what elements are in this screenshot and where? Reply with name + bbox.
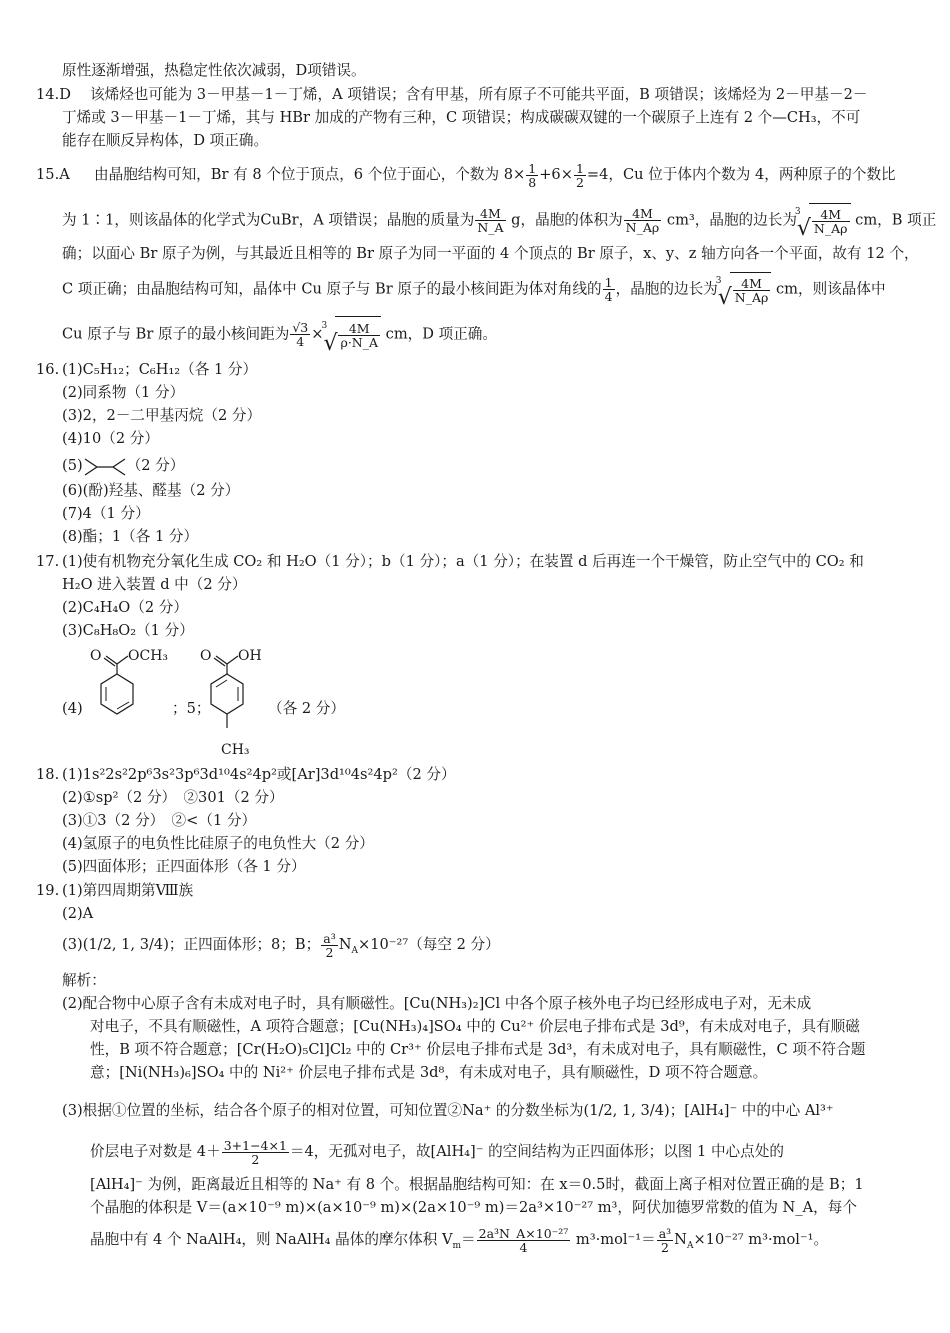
formula-line [62, 272, 886, 310]
atom-label: O [200, 648, 212, 664]
text-segment: (4) [62, 700, 83, 717]
formula-line [62, 456, 184, 476]
text-segment: cm³，晶胞的边长为 [666, 211, 797, 229]
text-line: [AlH₄]⁻ 为例，距离最近且相等的 Na⁺ 有 8 个。根据晶胞结构可知：在 x＝0.5时，截面上离子相对位置正确的是 B；1 [90, 1176, 864, 1193]
fraction: $\frac{1}{8}$ [528, 160, 537, 190]
text-line: 意；[Ni(NH₃)₆]SO₄ 中的 Ni²⁺ 价层电子排布式是 3d⁸，有未成对电子，具有顺磁性，D 项不符合题意。 [90, 1064, 768, 1081]
text-line: (4)10（2 分） [62, 430, 159, 447]
fraction: $\frac{\text{a³}}{2}$ [658, 1225, 672, 1255]
text-line: 个晶胞的体积是 V＝(a×10⁻⁹ m)×(a×10⁻⁹ m)×(2a×10⁻⁹ m)＝2a³×10⁻²⁷ m³，阿伏加德罗常数的值为 N_A，每个 [90, 1199, 857, 1216]
text-segment: × [311, 325, 324, 343]
text-segment: ×10⁻²⁷（每空 2 分） [358, 936, 500, 953]
formula-line [94, 160, 896, 190]
fraction: $\frac{4M}{N\_A}$ [477, 206, 504, 235]
question-16-number: 16. [36, 361, 60, 378]
cube-root: 3 √ $\frac{4M}{N\_A\rho}$ [797, 203, 851, 238]
question-14-number: 14.D [36, 86, 71, 103]
text-segment: cm，B 项正 [855, 211, 937, 229]
atom-label: OCH₃ [128, 648, 169, 664]
formula-line [90, 1135, 784, 1169]
text-segment: ，晶胞的边长为 [615, 280, 718, 298]
fraction: $\frac{\text{a³}}{2}$ [323, 930, 336, 960]
skeletal-structure-icon [83, 456, 127, 476]
text-segment: m³·mol⁻¹＝ [575, 1231, 656, 1248]
text-line: 丁烯或 3－甲基－1－丁烯，其与 HBr 加成的产物有三种，C 项错误；构成碳碳双键的一个碳原子上连有 2 个—CH₃，不可 [62, 109, 861, 126]
fractional-coordinate: (1/2, 1, 3/4) [82, 936, 169, 953]
text-line: (2)配合物中心原子含有未成对电子时，具有顺磁性。[Cu(NH₃)₂]Cl 中各个原子核外电子均已经形成电子对，无未成 [62, 995, 812, 1012]
fraction: $\frac{1}{4}$ [604, 275, 613, 304]
text-line: (2)A [62, 905, 94, 922]
text-line: (6)(酚)羟基、醛基（2 分） [62, 482, 240, 499]
text-segment: (3)根据①位置的坐标，结合各个原子的相对位置，可知位置②Na⁺ 的分数坐标为 [62, 1102, 584, 1119]
text-line: 确；以面心 Br 原子为例，与其最近且相等的 Br 原子为同一平面的 4 个顶点的 Br 原子，x、y、z 轴方向各一个平面，故有 12 个， [62, 245, 919, 262]
text-line: H₂O 进入装置 d 中（2 分） [62, 576, 247, 593]
text-segment: (5) [62, 457, 83, 474]
text-segment: Cu 原子与 Br 原子的最小核间距为 [62, 325, 290, 343]
text-line: (5)四面体形；正四面体形（各 1 分） [62, 858, 306, 875]
cube-root: 3 √ $\frac{4M}{\rho\cdot N\_A}$ [323, 316, 381, 353]
atom-label: OH [238, 648, 262, 664]
text-line: (1)C₅H₁₂；C₆H₁₂（各 1 分） [62, 361, 258, 378]
text-line: (1)使有机物充分氧化生成 CO₂ 和 H₂O（1 分）；b（1 分）；a（1 分）；在装置 d 后再连一个干燥管，防止空气中的 CO₂ 和 [62, 553, 864, 570]
text-segment: ；正四面体形；8；B； [168, 936, 321, 953]
text-line: 该烯烃也可能为 3－甲基－1－丁烯，A 项错误；含有甲基，所有原子不可能共平面，B 项错误；该烯烃为 2－甲基－2－ [90, 86, 868, 103]
text-segment: ＝4，无孤对电子，故[AlH₄]⁻ 的空间结构为正四面体形；以图 1 中心点处的 [289, 1143, 784, 1160]
fraction: $\frac{3+1-4\times 1}{2}$ [223, 1137, 287, 1167]
text-segment: ＝ [461, 1231, 476, 1248]
text-line: (4)氢原子的电负性比硅原子的电负性大（2 分） [62, 835, 374, 852]
text-line: (2)C₄H₄O（2 分） [62, 599, 188, 616]
formula-line: (3)(1/2, 1, 3/4)；正四面体形；8；B； $\frac{\text{a³}}{2}$ $N_A\times 10^{-27}$（每空 2 分） [62, 930, 500, 960]
text-segment: N [674, 1231, 687, 1248]
text-line: 对电子，不具有顺磁性，A 项符合题意；[Cu(NH₃)₄]SO₄ 中的 Cu²⁺ 价层电子排布式是 3d⁹，有未成对电子，具有顺磁 [90, 1018, 860, 1035]
formula-line [62, 203, 937, 241]
cube-root: 3 √ $\frac{4M}{N\_A\rho}$ [718, 272, 772, 307]
text-line: (7)4（1 分） [62, 505, 150, 522]
question-17-number: 17. [36, 553, 60, 570]
text-segment: 由晶胞结构可知，Br 有 8 个位于顶点，6 个位于面心，个数为 8× [94, 166, 526, 183]
text-segment: 价层电子对数是 4＋ [90, 1143, 221, 1160]
formula-line: 晶胞中有 4 个 NaAlH₄，则 NaAlH₄ 晶体的摩尔体积 $V_m=$ $\frac{\text{2a³N\_A×10⁻²⁷}}{4}$ m³·mol⁻¹＝ $\frac{\text{a³}}{2}$ $N_A\times 10^{-27}$ m³·mol⁻¹。 [90, 1225, 829, 1255]
fraction: $\frac{\text{2a³N\_A×10⁻²⁷}}{4}$ [478, 1225, 569, 1255]
text-segment: N [338, 936, 352, 953]
text-line: (3)2，2－二甲基丙烷（2 分） [62, 407, 262, 424]
text-line: 解析： [62, 972, 106, 989]
question-15-number: 15.A [36, 166, 70, 183]
atom-label: CH₃ [221, 742, 250, 758]
fractional-coordinate: (1/2, 1, 3/4) [583, 1102, 670, 1119]
text-segment: （各 2 分） [268, 700, 345, 717]
text-line: (2)①sp²（2 分） ②301（2 分） [62, 789, 284, 806]
text-segment: =4，Cu 位于体内个数为 4，两种原子的个数比 [586, 166, 896, 183]
text-line: 能存在顺反异构体，D 项正确。 [62, 132, 269, 149]
text-segment: +6× [539, 166, 573, 183]
question-19-number: 19. [36, 882, 60, 899]
text-segment: g，晶胞的体积为 [511, 211, 623, 229]
text-segment: C 项正确；由晶胞结构可知，晶体中 Cu 原子与 Br 原子的最小核间距为体对角线的 [62, 280, 602, 298]
text-segment: ；5； [172, 700, 211, 717]
atom-label: O [90, 648, 102, 664]
text-line: (1)1s²2s²2p⁶3s²3p⁶3d¹⁰4s²4p²或[Ar]3d¹⁰4s²4p²（2 分） [62, 766, 456, 783]
fraction: $\frac{√3}{4}$ [292, 320, 309, 349]
text-segment: 晶胞中有 4 个 NaAlH₄，则 NaAlH₄ 晶体的摩尔体积 V [90, 1231, 453, 1248]
text-segment: cm，D 项正确。 [385, 325, 497, 343]
text-line: (1)第四周期第Ⅷ族 [62, 882, 194, 899]
formula-line [62, 1096, 834, 1126]
text-segment: （2 分） [126, 457, 185, 474]
text-line: (2)同系物（1 分） [62, 384, 185, 401]
text-segment: 为 1∶1，则该晶体的化学式为CuBr，A 项错误；晶胞的质量为 [62, 211, 475, 229]
text-line: (3)C₈H₈O₂（1 分） [62, 622, 194, 639]
text-segment: ；[AlH₄]⁻ 中的中心 Al³⁺ [669, 1102, 834, 1119]
formula-line [62, 316, 497, 356]
text-line: (3)①3（2 分） ②<（1 分） [62, 812, 257, 829]
text-line: 原性逐渐增强，热稳定性依次减弱，D项错误。 [62, 62, 366, 79]
text-segment: (3) [62, 936, 83, 953]
text-segment: cm，则该晶体中 [775, 280, 886, 298]
text-line: 性，B 项不符合题意；[Cr(H₂O)₅Cl]Cl₂ 中的 Cr³⁺ 价层电子排布式是 3d³，有未成对电子，具有顺磁性，C 项不符合题 [90, 1041, 866, 1058]
question-18-number: 18. [36, 766, 60, 783]
fraction: $\frac{4M}{N\_A\rho}$ [625, 206, 660, 235]
text-segment: ×10⁻²⁷ m³·mol⁻¹。 [693, 1231, 829, 1248]
text-line: (8)酯；1（各 1 分） [62, 528, 199, 545]
fraction: $\frac{1}{2}$ [575, 160, 584, 190]
